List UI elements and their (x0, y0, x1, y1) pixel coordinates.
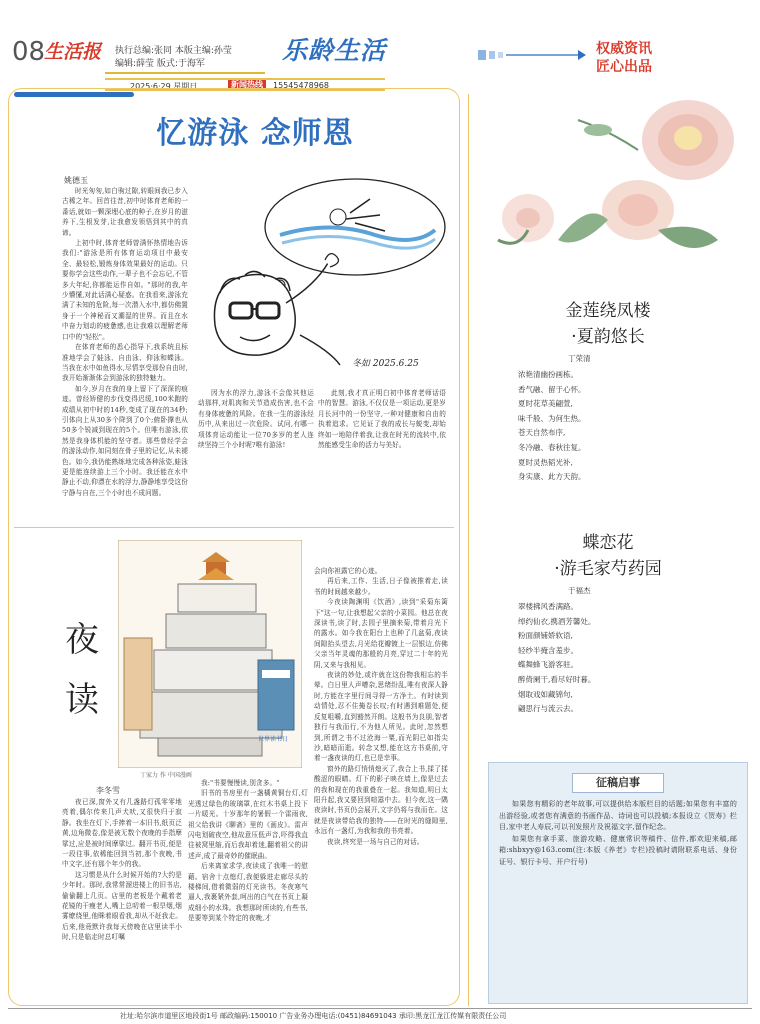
poem-line: 醉倚阑干,看尽好时暮。 (518, 674, 596, 684)
paragraph: 后来离家求学,夜读成了我唯一的慰藉。宿舍十点熄灯,我便躲进走廊尽头的楼梯间,借着微弱的灯光读书。冬夜寒气逼人,我裹紧外套,呵出的白气在书页上凝成细小的水珠。我想那时所读的,有些书,是要等到某个特定的夜晚,才 (188, 862, 308, 923)
poem-line: 烟取戏如藏锦句, (518, 689, 573, 699)
arrow-decor-icon (478, 44, 586, 66)
hotline-number: 15545478968 (273, 81, 329, 90)
hotline-label: 新闻热线 (228, 79, 266, 90)
paragraph: 旧书的书房里有一盏橘黄铜台灯,灯光透过绿色的玻璃罩,在红木书桌上投下一片暖光。十岁那年的暑假一个雷雨夜,祖父给我讲《聊斋》里的《画皮》。雷声闪电划破夜空,他故意压低声音,吓得我直往被窝里缩,而后我却着迷,翻着祖父的讲述声,成了最奇妙的催眠曲。 (188, 789, 308, 860)
poem-line: 香气融、留于心怀。 (518, 384, 586, 394)
article2-title (64, 610, 104, 730)
poem-line: 绰约仙衣,携酒芳馨处。 (518, 616, 596, 626)
poem-line: 夏时花草美翩萱, (518, 399, 573, 409)
article-separator (14, 527, 454, 528)
poem-line: 蝶舞蜂飞游客驻。 (518, 660, 578, 670)
paragraph: 窗外的路灯悄悄熄灭了,我合上书,揉了揉酸涩的眼睛。灯下的影子映在墙上,像是过去的我和现在的我重叠在一起。我知道,明日太阳升起,我又要回到喧嚣中去。但今夜,这一隅夜读时,书页仍会展开,文字仍将与我而在。这就是夜读带给我的独特——在时光的缝隙里,永远有一盏灯,为我和我的书亮着。 (314, 764, 448, 836)
issue-date: 2025·6·29 星期日 (130, 82, 198, 91)
paragraph: 时光匆匆,如白驹过隙,转眼间我已步入古稀之年。回首往昔,初中时体育老师的一番话,就如一颗深埋心底的种子,在岁月的滋养下,生根发芽,让我愈发领悟到其中的真谛。 (62, 187, 188, 237)
notice-title-text: 征稿启事 (596, 776, 640, 789)
peony-flowers-illustration (488, 90, 744, 270)
article2-body-col1 (62, 797, 182, 943)
article2-body-col3 (314, 566, 448, 847)
poem1-title-line2: ·夏韵悠长 (571, 327, 645, 347)
poem1-author: 丁荣清 (568, 354, 591, 363)
slogan-line-2: 匠心出品 (596, 59, 652, 75)
footer-info: 社址:哈尔滨市道里区地段街1号 邮政编码:150010 广告业务办理电话:(0451)84691043 承印:黑龙江龙江传媒有限责任公司 (120, 1012, 507, 1020)
paragraph: 会向你袒露它的心迹。 (314, 567, 382, 575)
poem1-body (518, 368, 698, 485)
poem-line: 身实康、此方天韵。 (518, 472, 586, 482)
poem2-title-line1: 蝶恋花 (582, 533, 634, 553)
swimmer-cartoon-illustration (190, 175, 450, 385)
paragraph: 在体育老师的悉心指导下,我系统且标准地学会了蛙泳、自由泳、仰泳和蝶泳。当我在水中如鱼得水,尽情享受那份自由时,我开始渐渐体会到游泳的独特魅力。 (62, 343, 188, 383)
article1-body-col3 (318, 388, 446, 450)
paragraph: 如果您有精彩的老年故事,可以提供给本版栏目的话题;如果您有丰富的出游经验,或者您有满意的书画作品、诗词也可以投稿;本报设立《贺寿》栏目,家中老人寿辰,可以刊发照片及祝福文字,留作纪念。 (499, 800, 737, 831)
illustration-credit: 丁家力 作 中国漫画 (140, 772, 192, 779)
poem2-body (518, 600, 698, 717)
paragraph: 如今,岁月在我的身上留下了深深的痕迹。曾经矫健的步伐变得迟缓,100米跑的成绩从初中时的14秒,变成了现在的34秒;引体向上从30多个降到了0个;俯卧撑也从50多个锐减到现在的5个。但唯有游泳,依然是我身体机能的坚守者。那些曾经学会的游泳动作,如同刻在骨子里的记忆,从未褪色。如今,我仍能熟练地完成各种泳姿,蛙泳更是能连续游上三个小时。我还能在水中静止不动,仰漂在水的浮力,静静地享受这份宁静与自在,三个小时也不成问题。 (62, 384, 188, 497)
poem2-title-line2: ·游毛家芍药园 (554, 559, 662, 579)
poem-line: 轻纱半掩含羞步。 (518, 645, 578, 655)
paragraph: 再后来,工作、生活,日子像被推着走,读书的时间越来越少。 (314, 577, 448, 596)
paper-logo: 生活报 (44, 41, 102, 63)
paragraph: 因为水的浮力,游泳不会像其他运动那样,对肌肉和关节造成伤害,也不会有身体疲惫的风险。在我一生的游泳经历中,从来出过一次危险。试问,有哪一项体育运动能让一位70多岁的老人连续坚持三个小时呢?唯有游泳! (198, 389, 314, 450)
poem-line: 浓艳清幽扮画栋。 (518, 370, 578, 379)
article1-body-col1 (62, 186, 188, 498)
article2-author: 李冬雪 (96, 786, 120, 795)
column-divider (468, 94, 469, 1006)
header-rule (105, 72, 265, 74)
poem-line: 翩思行与流云去。 (518, 704, 578, 714)
poem-line: 翠楼拂风香满路。 (518, 602, 578, 611)
credits-line-2: 编辑:薛莹 版式:于海军 (115, 59, 205, 69)
poem-line: 夏时灵热韬光补, (518, 457, 573, 467)
credits-line-1: 执行总编:张同 本版主编:孙莹 (115, 46, 232, 56)
poem-line: 粉面颜铺娇软语, (518, 631, 573, 641)
paragraph: 夜读的妙处,或许就在这份物我相忘的半晕。白日里人声嘈杂,思绪纷乱,唯有夜深人静时,方能在字里行间寻得一方净土。有时读到动情处,忍不住掩卷长叹;有时遇到难题处,便反复咀嚼,直到豁然开朗。这般书为良朋,智者独行与我而行,不为他人所见。此时,忽然想到,所谓之书不过沧海一粟,而光阴已如指尖沙,暗暗而逝。转念又想,能在这方书桌前,守着一盏夜读的灯,也已是幸事。 (314, 671, 448, 763)
slogan-line-1: 权威资讯 (596, 41, 652, 57)
poem2-author: 于福杰 (568, 586, 591, 595)
calendar-caption: 世界读书日 (258, 736, 289, 743)
paragraph: 如果您有拿手菜、旅游攻略、健康常识等稿件、信件,都欢迎来稿,邮箱:shbxyy@163.com(注:本版《养老》专栏)投稿时请附联系电话、身份证号、银行卡号、开户行号) (499, 834, 737, 866)
call-for-submissions-box (488, 762, 748, 1004)
cartoon-signature: 冬如 2025.6.25 (352, 359, 419, 369)
article2-title-text: 夜读 (65, 620, 99, 720)
poem-line: 苍天自然布序, (518, 428, 566, 438)
footer-rule (8, 1008, 752, 1009)
paragraph: 此刻,我才真正明白初中体育老师话语中的智慧。游泳,不仅仅是一项运动,更是岁月长河中的一份坚守,一种对健康和自由的执着追求。它见证了我的成长与蜕变,却始终如一地陪伴着我,让我在时光的流转中,依然能感受生命的活力与美好。 (318, 389, 446, 450)
notice-body (499, 799, 737, 868)
paragraph: 这习惯是从什么时候开始的?大约是少年时。那时,我常常溜进楼上的旧书店,偷偷翻上几页。店里的老板是个戴着老花镜的干瘦老人,嘴上总叨着一根旱烟,烟雾缭绕里,他眯着眼看我,却从不赶我走。后来,他竟默许我每天傍晚在店里读半小时,只是临走时总叮嘱 (62, 870, 182, 942)
frame-corner-accent (14, 92, 134, 97)
notice-title (572, 773, 664, 793)
paragraph: 夜已深,窗外又有几盏路灯孤零零地亮着,偶尔传来几声犬吠,又很快归于寂静。我坐在灯下,手捧着一本旧书,纸页泛黄,边角微卷,像是被无数个夜晚的手指摩挲过,应是被时间摩挲过。翻开书页,便是一段往事,依稀能回到当初,那个夜晚,书中文字,还有那个年少的我。 (62, 798, 182, 869)
article1-title: 忆游泳 念师恩 (156, 116, 354, 151)
poem-line: 味千般、为何生热。 (518, 413, 586, 423)
paragraph: 今夜读陶渊明《饮酒》,读到"采菊东篱下"这一句,让我想起父亲的小菜园。他总在夜深读书,读了时,去园子里摘来菊,带着月光下的露水。如今我在阳台上也种了几盆菊,夜读间隙抬头望去,月光给花瓣镀上一层银边,仿佛父亲当年灵魂的那般的月亮,穿过二十年的光阴,又来与我相见。 (314, 598, 448, 669)
poem1-title-line1: 金莲绕凤楼 (565, 301, 651, 321)
paragraph: 夜读,终究是一场与自己的对话。 (327, 837, 424, 846)
paragraph: 我:"书要慢慢读,别贪多。" (201, 779, 280, 787)
article1-body-col2 (198, 388, 314, 450)
paragraph: 上初中时,体育老师曾满怀热情地告诉我们:"游泳是所有体育运动项目中最安全、最轻松,锻炼身体效果最好的运动。只要你学会这些动作,一辈子也不会忘记,不管多大年纪,你都能运作自如。"那时的我,年少懵懂,对此话满心疑惑。在我看来,游泳充满了未知的危险,每一次潜入水中,都仿佛置身于一个神秘而又潮湿的世界。而且在水中奋力划动的疲惫感,也让我难以理解老师口中的"轻松"。 (62, 239, 188, 341)
poem-line: 冬冷融、春秋往复。 (518, 442, 586, 452)
page-number: 08 (12, 37, 46, 67)
article2-body-col2 (188, 778, 308, 924)
article1-author: 姚德玉 (64, 176, 88, 185)
section-title: 乐龄生活 (282, 36, 387, 65)
